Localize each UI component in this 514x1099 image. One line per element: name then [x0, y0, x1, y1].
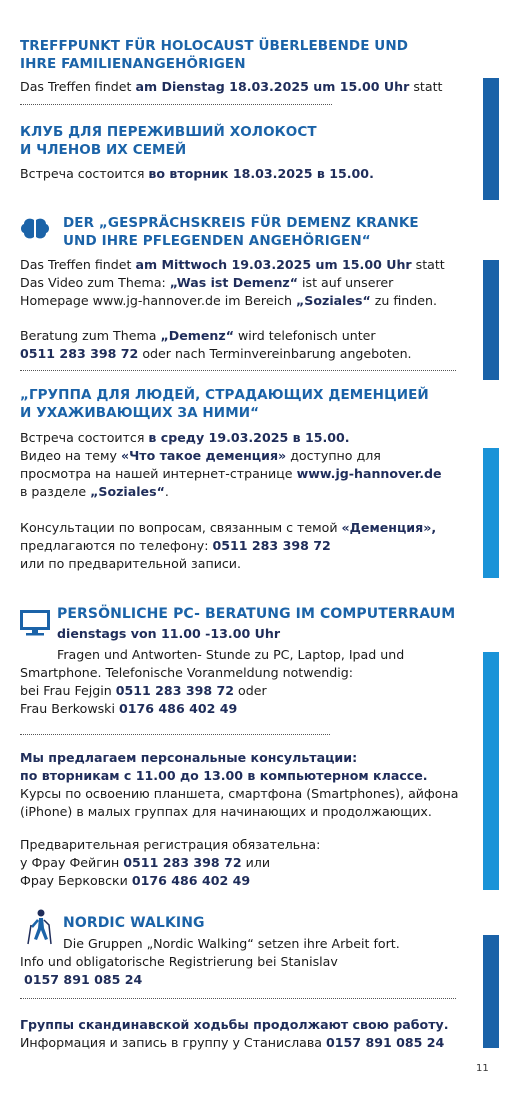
side-bar: [483, 652, 499, 890]
divider: [20, 370, 456, 371]
section-title-demenz-ru: „ГРУППА ДЛЯ ЛЮДЕЙ, СТРАДАЮЩИХ ДЕМЕНЦИЕЙ И УХАЖИВАЮЩИХ ЗА НИМИ“: [20, 387, 429, 421]
section-title-holocaust-ru: КЛУБ ДЛЯ ПЕРЕЖИВШИЙ ХОЛОКОСТ И ЧЛЕНОВ ИХ СЕМЕЙ: [20, 124, 317, 158]
section-title-demenz-de: DER „GESPRÄCHSKREIS FÜR DEMENZ KRANKE UND IHRE PFLEGENDEN ANGEHÖRIGEN“: [63, 215, 419, 249]
page-number: 11: [476, 1063, 489, 1074]
side-bar: [483, 260, 499, 380]
pc-ru-registration: Предварительная регистрация обязательна: у Фрау Фейгин 0511 283 398 72 или Фрау Берковски 0176 486 402 49: [20, 837, 321, 888]
meeting-text-holocaust-de: Das Treffen findet am Dienstag 18.03.2025 um 15.00 Uhr statt: [20, 79, 443, 94]
divider: [20, 998, 456, 999]
brain-icon: [20, 217, 50, 241]
demenz-ru-text: Встреча состоится в среду 19.03.2025 в 15.00. Видео на тему «Что такое деменция» доступно для просмотра на нашей интернет-странице www.jg-hannover.de в разделе „Soziales“.: [20, 430, 442, 499]
nordic-de-text: Die Gruppen „Nordic Walking“ setzen ihre Arbeit fort. Info und obligatorische Registrierung bei Stanislav 0157 891 085 24: [20, 936, 400, 987]
section-title-nordic: NORDIC WALKING: [63, 915, 205, 931]
demenz-ru-consulting: Консультации по вопросам, связанным с темой «Деменция», предлагаются по телефону: 0511 283 398 72 или по предварительной записи.: [20, 520, 437, 571]
pc-ru-text: Мы предлагаем персональные консультации: по вторникам с 11.00 до 13.00 в компьютерном классе. Курсы по освоению планшета, смартфона (Smartphones), айфона (iPhone) в малых группах для начинающих и продолжающих.: [20, 750, 459, 819]
section-title-holocaust-de: TREFFPUNKT FÜR HOLOCAUST ÜBERLEBENDE UND IHRE FAMILIENANGEHÖRIGEN: [20, 38, 409, 72]
nordic-ru-text: Группы скандинавской ходьбы продолжают свою работу. Информация и запись в группу у Станислава 0157 891 085 24: [20, 1017, 449, 1050]
divider: [20, 104, 332, 105]
pc-schedule: dienstags von 11.00 -13.00 Uhr: [57, 626, 281, 641]
side-bar: [483, 448, 499, 578]
divider: [20, 734, 330, 735]
meeting-text-holocaust-ru: Встреча состоится во вторник 18.03.2025 в 15.00.: [20, 166, 374, 181]
side-bar: [483, 78, 499, 200]
monitor-icon: [20, 610, 50, 636]
demenz-de-consulting: Beratung zum Thema „Demenz“ wird telefonisch unter 0511 283 398 72 oder nach Terminvereinbarung angeboten.: [20, 328, 412, 361]
pc-text: Fragen und Antworten- Stunde zu PC, Laptop, Ipad und Smartphone. Telefonische Voranmeldung notwendig: bei Frau Fejgin 0511 283 398 72 oder Frau Berkowski 0176 486 402 49: [20, 647, 405, 716]
section-title-pc: PERSÖNLICHE PC- BERATUNG IM COMPUTERRAUM: [57, 606, 456, 622]
side-bar: [483, 935, 499, 1048]
demenz-de-text: Das Treffen findet am Mittwoch 19.03.2025 um 15.00 Uhr statt Das Video zum Thema: „Was ist Demenz“ ist auf unserer Homepage www.jg-hannover.de im Bereich „Soziales“ zu finden.: [20, 257, 445, 308]
